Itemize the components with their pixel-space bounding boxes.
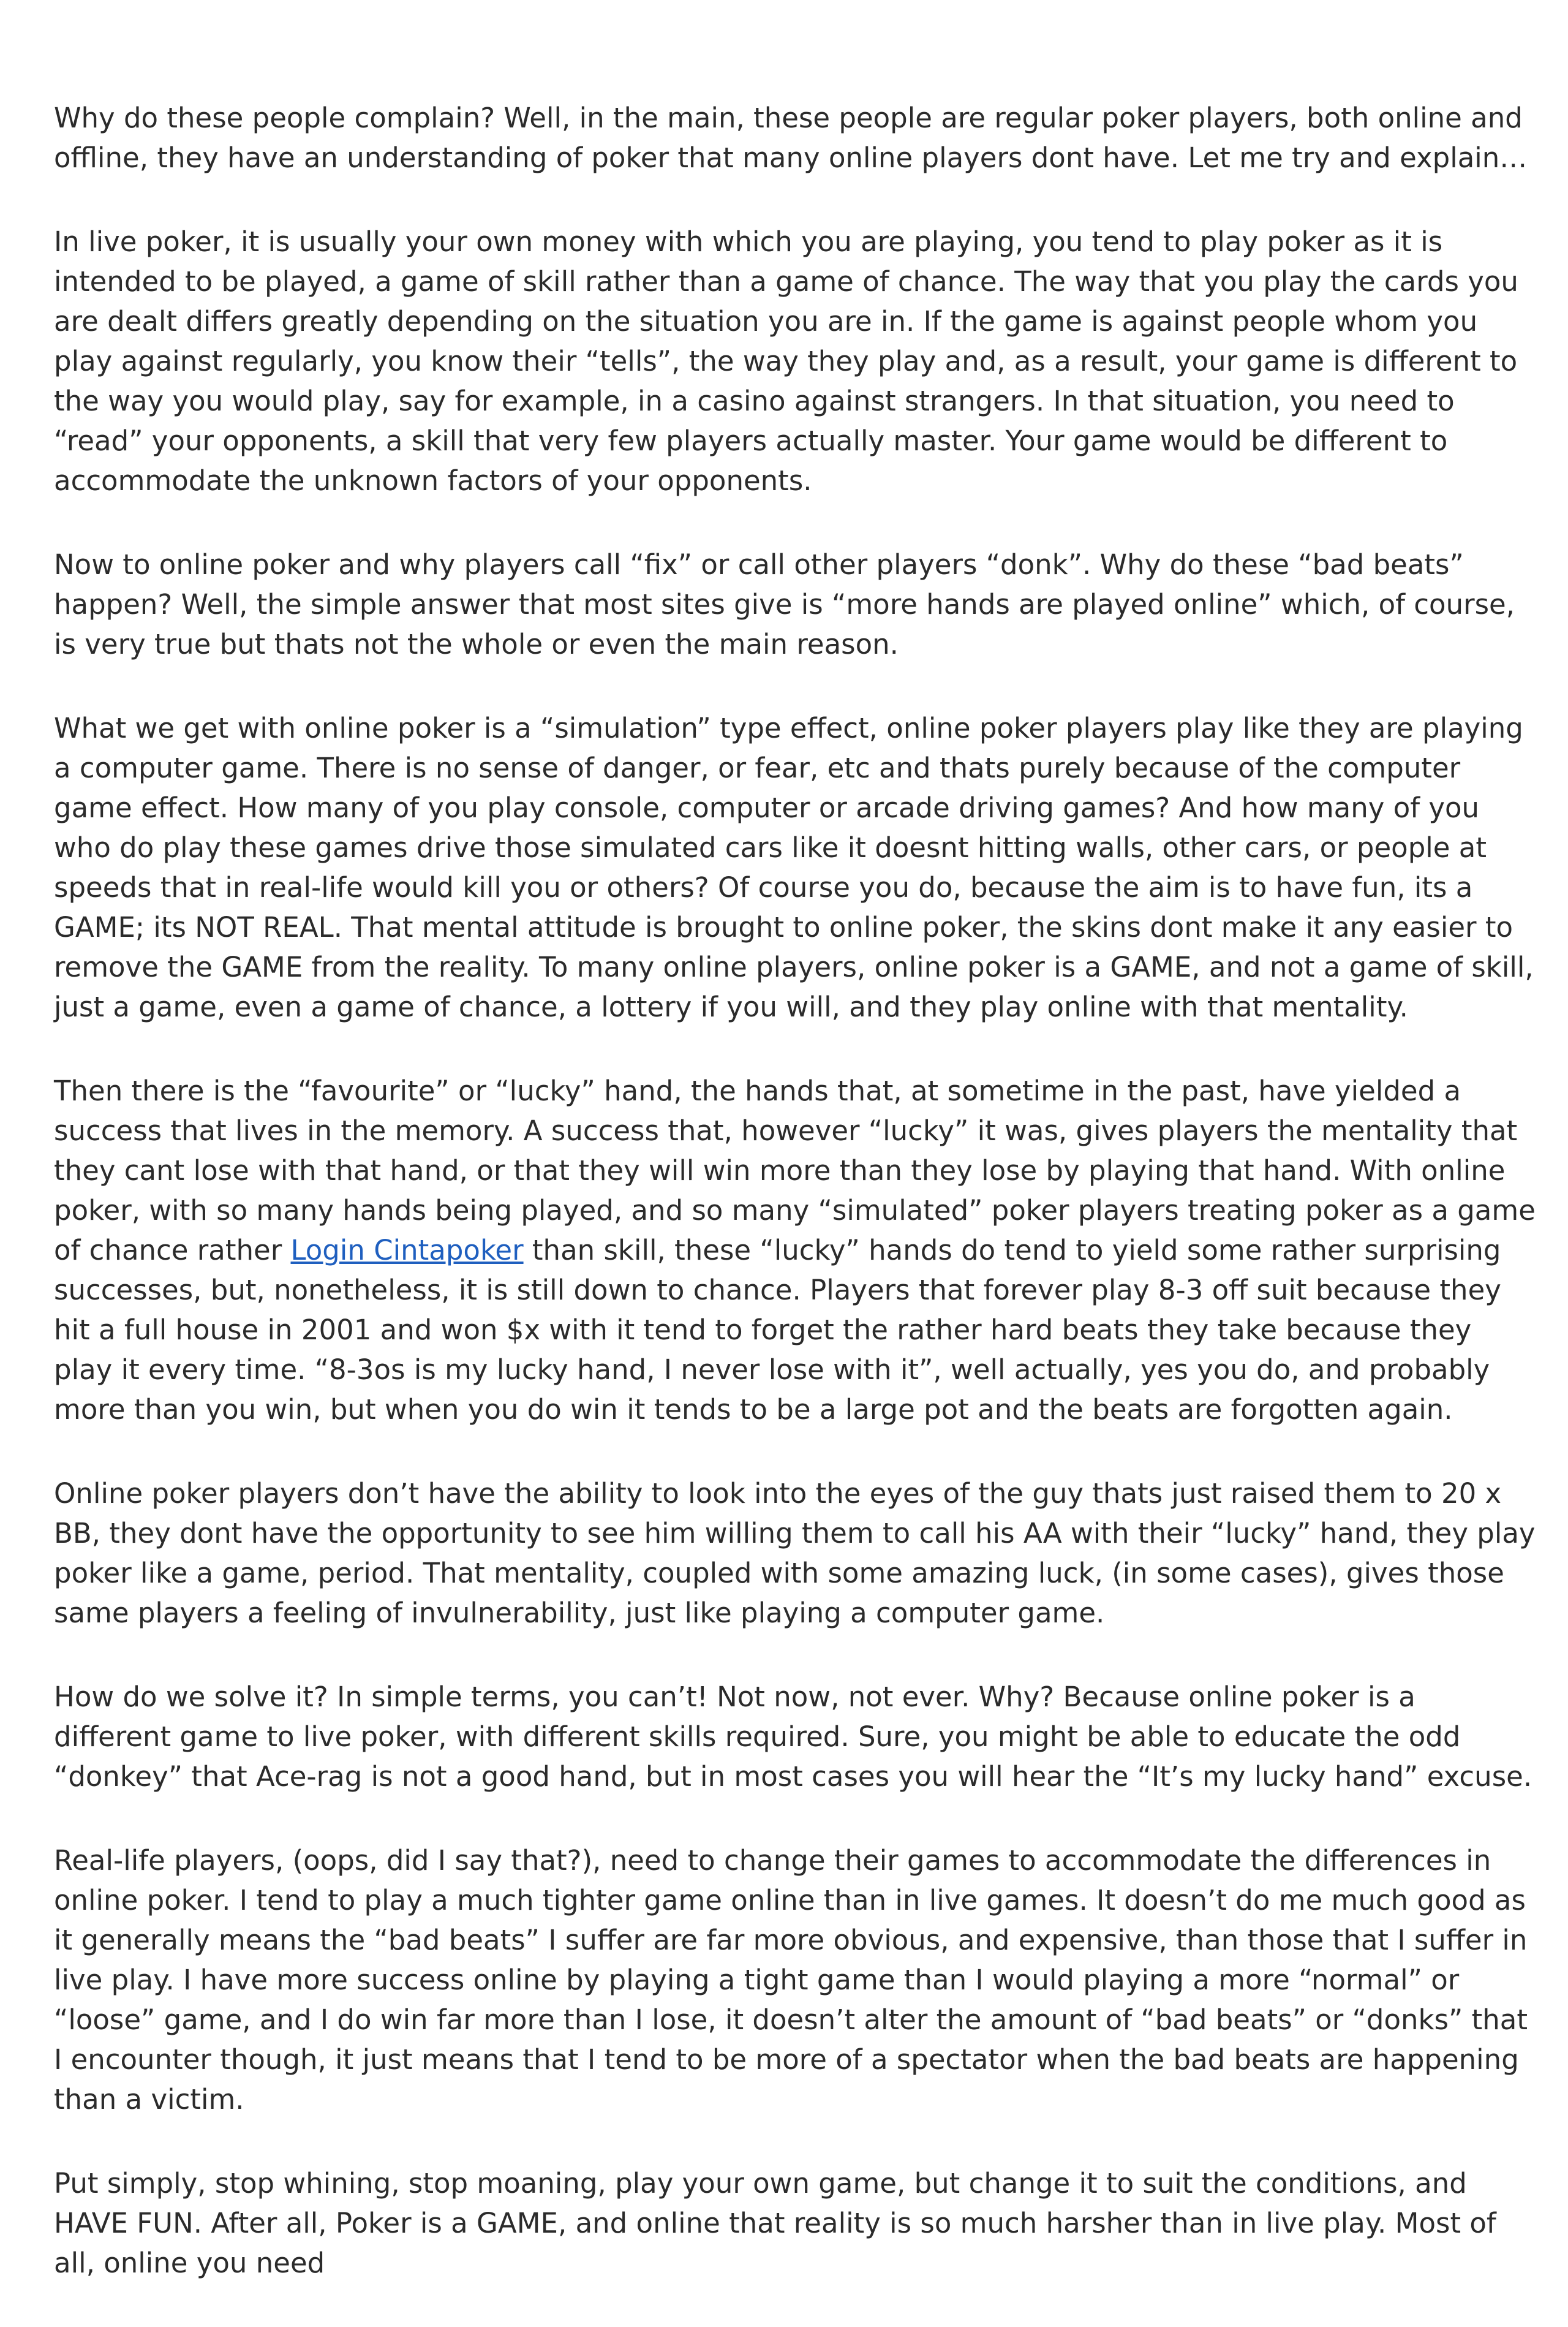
paragraph-6: Online poker players don’t have the ability to look into the eyes of the guy thats just raised them to 20 x BB, they dont have the opportunity to see him willing them to call his AA with their “lucky” hand, they play poker like a game, period. That mentality, coupled with some amazing luck, (in some cases), gives those same players a feeling of invulnerability, just like playing a computer game.	[54, 1477, 1536, 1629]
paragraph-4: What we get with online poker is a “simulation” type effect, online poker players play like they are playing a computer game. There is no sense of danger, or fear, etc and thats purely because of the computer game effect. How many of you play console, computer or arcade driving games? And how many of you who do play these games drive those simulated cars like it doesnt hitting walls, other cars, or people at speeds that in real-life would kill you or others? Of course you do, because the aim is to have fun, its a GAME; its NOT REAL. That mental attitude is brought to online poker, the skins dont make it any easier to remove the GAME from the reality. To many online players, online poker is a GAME, and not a game of skill, just a game, even a game of chance, a lottery if you will, and they play online with that mentality.	[54, 712, 1534, 1023]
paragraph-5-text-before: Then there is the “favourite” or “lucky” hand, the hands that, at sometime in the past, have yielded a success that lives in the memory. A success that, however “lucky” it was, gives players the mentality that they cant lose with that hand, or that they will win more than they lose by playing that hand. With online poker, with so many hands being played, and so many “simulated” poker players treating poker as a game of chance rather	[54, 1075, 1536, 1266]
paragraph-9: Put simply, stop whining, stop moaning, play your own game, but change it to suit the conditions, and HAVE FUN. After all, Poker is a GAME, and online that reality is so much harsher than in live play. Most of all, online you need	[54, 2167, 1496, 2279]
paragraph-2: In live poker, it is usually your own money with which you are playing, you tend to play poker as it is intended to be played, a game of skill rather than a game of chance. The way that you play the cards you are dealt differs greatly depending on the situation you are in. If the game is against people whom you play against regularly, you know their “tells”, the way they play and, as a result, your game is different to the way you would play, say for example, in a casino against strangers. In that situation, you need to “read” your opponents, a skill that very few players actually master. Your game would be different to accommodate the unknown factors of your opponents.	[54, 225, 1518, 497]
paragraph-3: Now to online poker and why players call “fix” or call other players “donk”. Why do these “bad beats” happen? Well, the simple answer that most sites give is “more hands are played online” which, of course, is very true but thats not the whole or even the main reason.	[54, 548, 1515, 660]
paragraph-5	[54, 1071, 1536, 1429]
login-cintapoker-link[interactable]: Login Cintapoker	[290, 1234, 524, 1266]
paragraph-1: Why do these people complain? Well, in the main, these people are regular poker players, both online and offline, they have an understanding of poker that many online players dont have. Let me try and explain…	[54, 102, 1528, 174]
paragraph-8: Real-life players, (oops, did I say that?), need to change their games to accommodate the differences in online poker. I tend to play a much tighter game online than in live games. It doesn’t do me much good as it generally means the “bad beats” I suffer are far more obvious, and expensive, than those that I suffer in live play. I have more success online by playing a tight game than I would playing a more “normal” or “loose” game, and I do win far more than I lose, it doesn’t alter the amount of “bad beats” or “donks” that I encounter though, it just means that I tend to be more of a spectator when the bad beats are happening than a victim.	[54, 1844, 1528, 2116]
paragraph-7: How do we solve it? In simple terms, you can’t! Not now, not ever. Why? Because online poker is a different game to live poker, with different skills required. Sure, you might be able to educate the odd “donkey” that Ace-rag is not a good hand, but in most cases you will hear the “It’s my lucky hand” excuse.	[54, 1681, 1532, 1793]
paragraph-5-text-after: than skill, these “lucky” hands do tend to yield some rather surprising successes, but, nonetheless, it is still down to chance. Players that forever play 8-3 off suit because they hit a full house in 2001 and won $x with it tend to forget the rather hard beats they take because they play it every time. “8-3os is my lucky hand, I never lose with it”, well actually, yes you do, and probably more than you win, but when you do win it tends to be a large pot and the beats are forgotten again.	[54, 1234, 1501, 1426]
document-body	[54, 98, 1536, 2327]
